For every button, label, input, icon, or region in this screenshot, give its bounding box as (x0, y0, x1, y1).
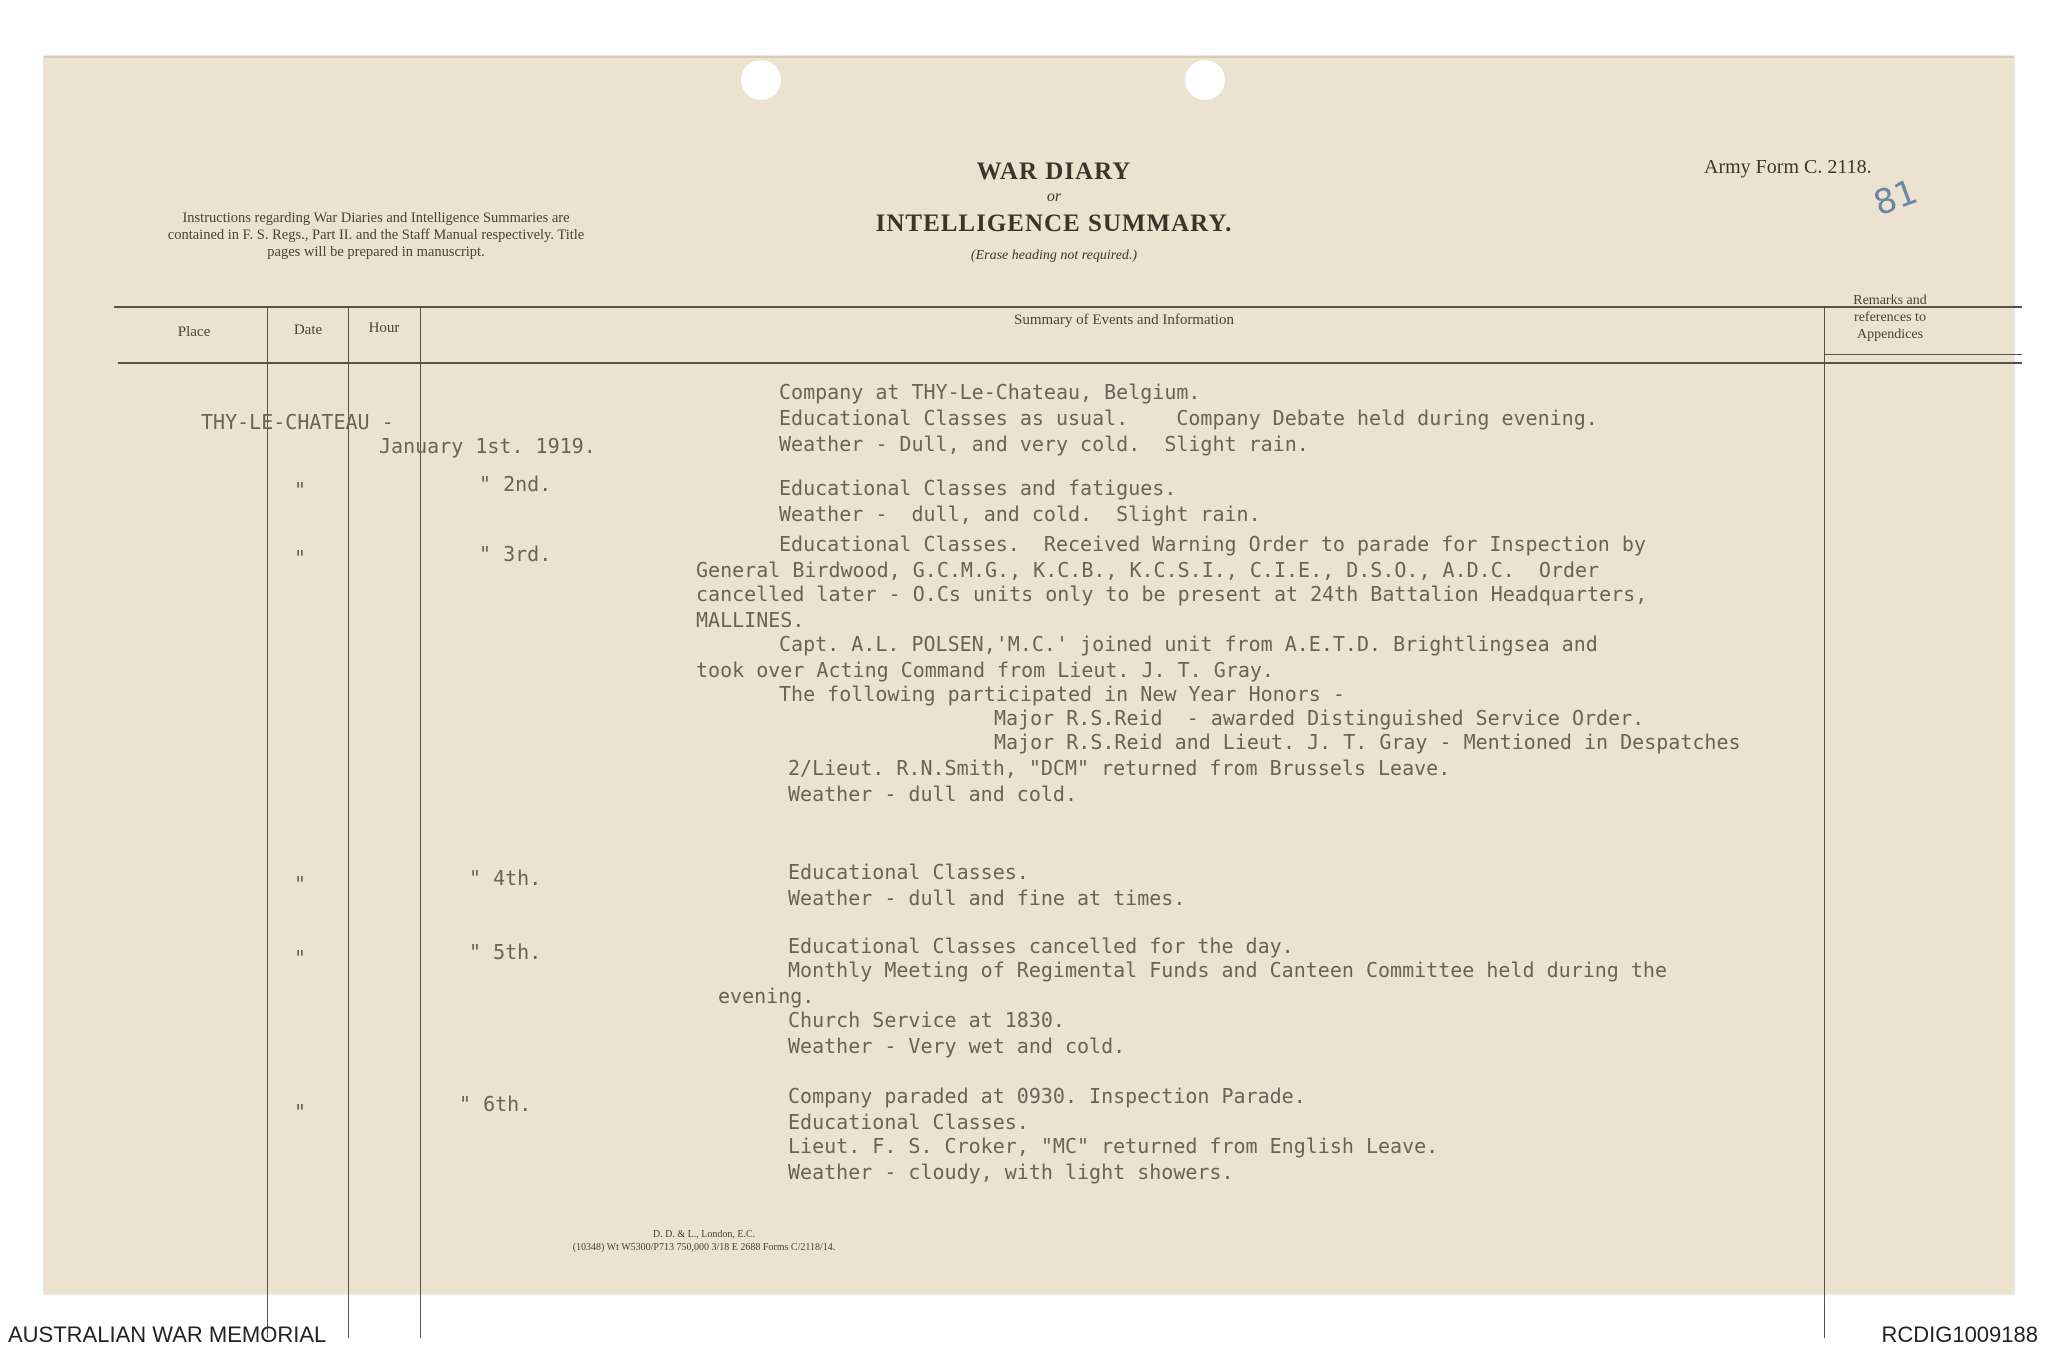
entry-line: Educational Classes and fatigues. (779, 476, 1177, 500)
army-form-number: Army Form C. 2118. (1704, 156, 1872, 178)
entry-line: Major R.S.Reid and Lieut. J. T. Gray - Mentioned in Despatches (994, 730, 1741, 754)
entry-line: Weather - cloudy, with light showers. (788, 1160, 1234, 1184)
entry-line: Educational Classes. Received Warning Order to parade for Inspection by (779, 532, 1646, 556)
col-header-remarks: Remarks and references to Appendices (1853, 293, 1927, 342)
entry-line: Major R.S.Reid - awarded Distinguished Service Order. (994, 706, 1645, 730)
entry-line: Company paraded at 0930. Inspection Parade. (788, 1084, 1306, 1108)
imprint-line: (10348) Wt W5300/P713 750,000 3/18 E 2688 Forms C/2118/14. (572, 1242, 836, 1253)
printer-imprint (474, 1228, 934, 1254)
pencil-page-number: 81 (1868, 171, 1923, 225)
ditto-mark: " (294, 478, 307, 502)
form-title (804, 158, 1304, 264)
ditto-mark: " (294, 872, 307, 896)
entry-line: Company at THY-Le-Chateau, Belgium. (779, 380, 1201, 404)
punch-hole (741, 60, 781, 100)
header-bottom-rule-2 (1824, 354, 2022, 355)
ditto-mark: " (294, 1100, 307, 1124)
entry-line: Educational Classes as usual. Company Debate held during evening. (779, 406, 1598, 430)
instructions-note: Instructions regarding War Diaries and Intelligence Summaries are contained in F. S. Regs., Part II. and the Staff Manual respectively. Title pages will be prepared in manuscript. (167, 210, 585, 260)
col-divider (420, 308, 421, 1338)
entry-line: 2/Lieut. R.N.Smith, "DCM" returned from Brussels Leave. (788, 756, 1451, 780)
date-entry: " 6th. (459, 1092, 532, 1116)
col-divider (267, 308, 268, 1338)
entry-line: evening. (718, 984, 815, 1008)
entry-line: Church Service at 1830. (788, 1008, 1065, 1032)
entry-line: Lieut. F. S. Croker, "MC" returned from English Leave. (788, 1134, 1439, 1158)
imprint-line: D. D. & L., London, E.C. (652, 1229, 756, 1240)
date-entry: January 1st. 1919. (379, 434, 596, 458)
title-war-diary: WAR DIARY (976, 158, 1132, 185)
title-intelligence-summary: INTELLIGENCE SUMMARY. (875, 210, 1233, 237)
entry-line: Weather - dull and cold. (788, 782, 1077, 806)
archive-credit: AUSTRALIAN WAR MEMORIAL (8, 1322, 327, 1347)
entry-line: The following participated in New Year Honors - (779, 682, 1345, 706)
ditto-mark: " (294, 546, 307, 570)
entry-line: Weather - Dull, and very cold. Slight rain. (779, 432, 1309, 456)
col-divider (348, 308, 349, 1338)
date-entry: " 5th. (469, 940, 542, 964)
date-entry: " 2nd. (479, 472, 552, 496)
entry-line: Weather - dull, and cold. Slight rain. (779, 502, 1261, 526)
entry-line: General Birdwood, G.C.M.G., K.C.B., K.C.S.I., C.I.E., D.S.O., A.D.C. Order (696, 558, 1600, 582)
diary-sheet (44, 56, 2014, 1294)
title-or: or (1046, 188, 1062, 205)
entry-line: MALLINES. (696, 608, 805, 632)
entry-line: Educational Classes. (788, 1110, 1029, 1134)
entry-line: Monthly Meeting of Regimental Funds and Canteen Committee held during the (788, 958, 1667, 982)
col-divider (1824, 308, 1825, 1338)
date-entry: " 3rd. (479, 542, 552, 566)
entry-line: cancelled later - O.Cs units only to be present at 24th Battalion Headquarters, (696, 582, 1648, 606)
col-header-summary: Summary of Events and Information (1014, 312, 1234, 328)
archive-id: RCDIG1009188 (1881, 1322, 2038, 1347)
punch-hole (1185, 60, 1225, 100)
entry-line: Educational Classes. (788, 860, 1029, 884)
entry-line: took over Acting Command from Lieut. J. T. Gray. (696, 658, 1274, 682)
col-header-date: Date (293, 322, 323, 338)
ditto-mark: " (294, 946, 307, 970)
col-header-hour: Hour (368, 320, 400, 336)
col-header-place: Place (177, 324, 211, 340)
entry-line: Capt. A.L. POLSEN,'M.C.' joined unit from A.E.T.D. Brightlingsea and (779, 632, 1598, 656)
entry-line: Weather - Very wet and cold. (788, 1034, 1126, 1058)
entry-line: Educational Classes cancelled for the day. (788, 934, 1294, 958)
header-bottom-rule (118, 362, 2022, 364)
header-top-rule (114, 306, 2022, 308)
title-note: (Erase heading not required.) (970, 248, 1138, 263)
entry-line: Weather - dull and fine at times. (788, 886, 1186, 910)
place-entry: THY-LE-CHATEAU - (201, 410, 394, 434)
date-entry: " 4th. (469, 866, 542, 890)
